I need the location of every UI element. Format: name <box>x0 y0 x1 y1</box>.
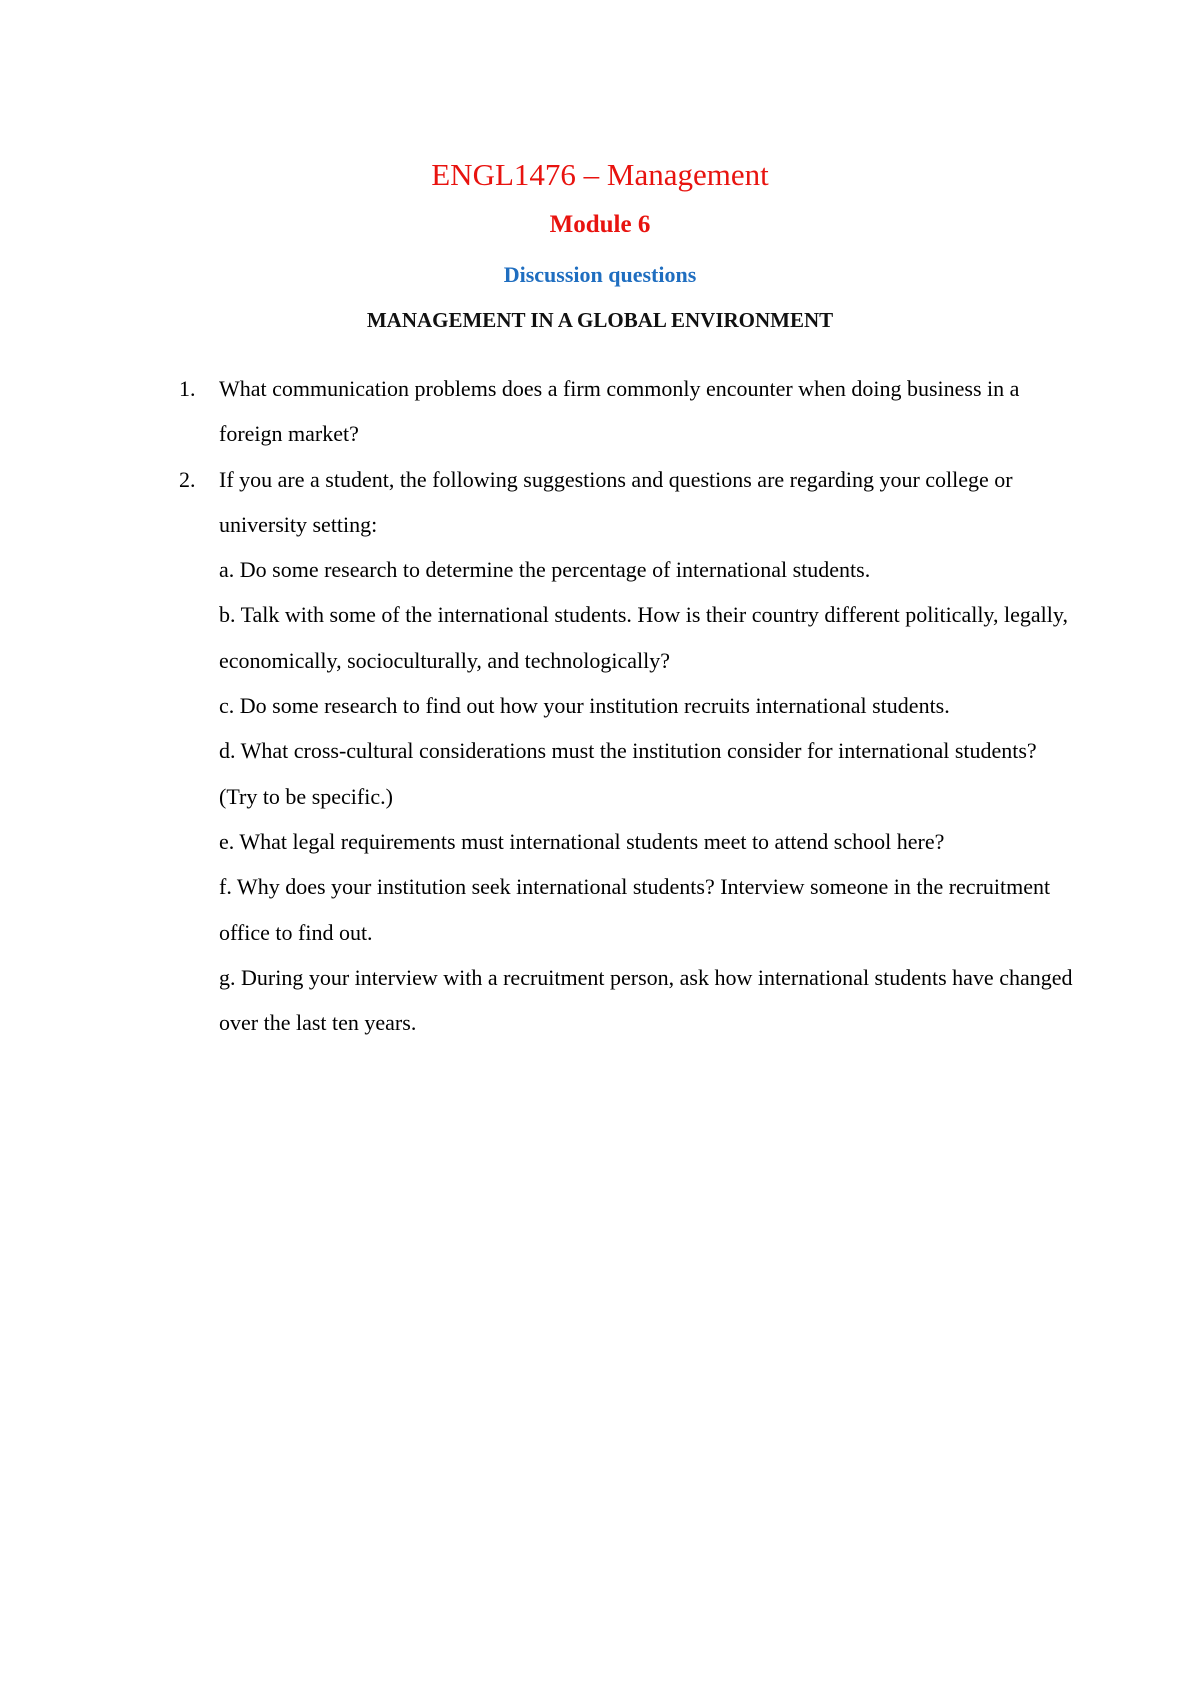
sub-question-list <box>219 547 1079 1045</box>
sub-question-b: b. Talk with some of the international students. How is their country different politically, legally, economically, socioculturally, and technologically? <box>219 602 1068 673</box>
question-number: 2. <box>179 466 196 492</box>
question-list <box>0 366 1200 1045</box>
question-number: 1. <box>179 376 196 401</box>
section-label: Discussion questions <box>503 262 697 287</box>
module-title: Module 6 <box>549 211 651 238</box>
sub-question-e: e. What legal requirements must international students meet to attend school here? <box>219 828 945 854</box>
sub-question-g: g. During your interview with a recruitment person, ask how international students have changed over the last ten years. <box>219 964 1073 1036</box>
sub-question-f: f. Why does your institution seek international students? Interview someone in the recruitment office to find out. <box>219 874 1051 945</box>
sub-question-c: c. Do some research to find out how your institution recruits international students. <box>219 693 950 719</box>
question-item-2 <box>0 457 1079 1046</box>
question-text: What communication problems does a firm commonly encounter when doing business in a foreign market? <box>219 376 1020 447</box>
sub-question-d: d. What cross-cultural considerations must the institution consider for international students? (Try to be specific.) <box>219 738 1037 809</box>
sub-question-a: a. Do some research to determine the percentage of international students. <box>219 557 871 583</box>
course-title: ENGL1476 – Management <box>431 157 769 192</box>
section-heading: MANAGEMENT IN A GLOBAL ENVIRONMENT <box>366 308 834 332</box>
question-item-1 <box>0 366 1079 457</box>
question-text: If you are a student, the following suggestions and questions are regarding your college or university setting: <box>219 466 1013 537</box>
